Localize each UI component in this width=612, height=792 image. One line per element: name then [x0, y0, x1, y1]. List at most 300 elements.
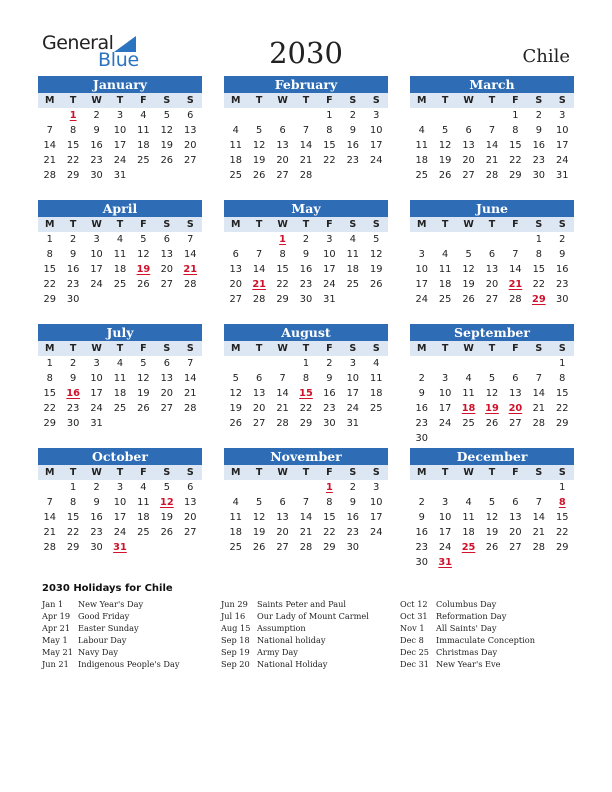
month-june	[410, 200, 574, 307]
day-cell: 27	[509, 418, 522, 429]
month-title: February	[224, 76, 388, 93]
empty-day-cell	[433, 356, 456, 371]
day-cell: 27	[184, 155, 197, 166]
holiday-row	[221, 658, 401, 670]
day-cell: 14	[532, 388, 546, 399]
day-cell: 11	[346, 249, 360, 260]
day-cell: 6	[187, 482, 194, 493]
day-cell: 9	[418, 388, 425, 399]
day-cell: 6	[256, 373, 263, 384]
day-cell: 26	[137, 279, 150, 290]
empty-day-cell	[410, 232, 433, 247]
day-grid	[224, 480, 388, 555]
day-cell: 10	[370, 125, 383, 136]
holiday-date: Jan 1	[42, 599, 64, 609]
day-cell: 14	[299, 512, 313, 523]
day-cell: 5	[488, 497, 496, 508]
day-cell: 10	[370, 497, 383, 508]
day-cell: 3	[116, 110, 124, 121]
day-cell: 26	[462, 294, 475, 305]
holiday-name: Our Lady of Mount Carmel	[257, 611, 369, 621]
day-cell: 18	[438, 279, 452, 290]
day-cell: 23	[66, 403, 80, 414]
weekday-label: S	[163, 219, 171, 230]
day-cell: 28	[485, 170, 499, 181]
day-cell: 17	[90, 388, 103, 399]
empty-day-cell	[410, 356, 433, 371]
weekday-label: T	[116, 343, 124, 354]
day-cell: 31	[113, 170, 127, 181]
page-header	[0, 0, 612, 74]
weekday-header	[224, 341, 388, 356]
day-cell: 3	[559, 110, 566, 121]
day-cell: 5	[163, 110, 170, 121]
holiday-row	[42, 646, 222, 658]
weekday-label: F	[140, 95, 147, 106]
day-cell: 6	[187, 110, 194, 121]
weekday-label: W	[91, 467, 102, 478]
empty-day-cell	[480, 356, 503, 371]
day-cell: 5	[256, 497, 263, 508]
day-cell: 7	[187, 234, 194, 245]
day-cell: 7	[279, 373, 286, 384]
day-cell: 17	[90, 264, 103, 275]
day-cell: 11	[229, 140, 242, 151]
day-cell: 23	[532, 155, 546, 166]
day-cell: 20	[485, 279, 499, 290]
weekday-label: T	[302, 219, 310, 230]
day-cell: 23	[323, 403, 336, 414]
day-cell: 27	[160, 403, 174, 414]
weekday-label: S	[558, 95, 566, 106]
day-cell: 20	[252, 403, 266, 414]
weekday-label: T	[488, 95, 496, 106]
day-cell: 29	[43, 418, 56, 429]
empty-day-cell	[38, 108, 61, 123]
day-cell: 5	[256, 125, 263, 136]
month-title: July	[38, 324, 202, 341]
weekday-label: M	[416, 219, 427, 230]
holiday-row	[42, 634, 222, 646]
empty-day-cell	[457, 480, 480, 495]
day-cell: 4	[140, 482, 147, 493]
day-cell: 20	[160, 264, 174, 275]
day-cell: 30	[299, 294, 313, 305]
weekday-label: S	[349, 95, 357, 106]
day-cell: 17	[113, 140, 127, 151]
weekday-label: M	[416, 343, 427, 354]
day-cell: 9	[93, 497, 100, 508]
weekday-label: S	[558, 343, 566, 354]
holiday-day-cell: 29	[532, 294, 546, 305]
day-cell: 16	[66, 264, 80, 275]
holiday-day-cell: 18	[461, 403, 476, 414]
day-cell: 11	[137, 497, 150, 508]
day-cell: 5	[140, 234, 147, 245]
holiday-day-cell: 16	[66, 388, 80, 399]
day-cell: 3	[418, 249, 425, 260]
day-cell: 16	[532, 140, 546, 151]
empty-day-cell	[294, 108, 317, 123]
day-cell: 24	[323, 279, 336, 290]
day-cell: 3	[116, 482, 124, 493]
day-cell: 23	[346, 155, 360, 166]
day-cell: 21	[184, 388, 197, 399]
holiday-name: National Holiday	[257, 659, 328, 669]
weekday-label: S	[558, 219, 566, 230]
day-cell: 29	[323, 542, 336, 553]
day-cell: 27	[229, 294, 242, 305]
day-cell: 8	[279, 249, 286, 260]
weekday-label: F	[326, 467, 333, 478]
weekday-label: S	[372, 343, 380, 354]
day-cell: 12	[252, 512, 266, 523]
day-cell: 28	[532, 542, 546, 553]
holiday-day-cell: 21	[252, 279, 266, 290]
day-cell: 20	[462, 155, 475, 166]
day-cell: 15	[323, 140, 336, 151]
day-cell: 27	[462, 170, 475, 181]
day-cell: 20	[160, 388, 174, 399]
day-cell: 16	[415, 403, 428, 414]
empty-day-cell	[480, 108, 503, 123]
day-cell: 4	[232, 497, 239, 508]
day-cell: 31	[90, 418, 103, 429]
day-cell: 22	[299, 403, 313, 414]
day-cell: 29	[556, 542, 569, 553]
weekday-label: F	[326, 343, 333, 354]
day-cell: 2	[418, 373, 425, 384]
day-cell: 29	[66, 542, 80, 553]
day-cell: 14	[184, 373, 197, 384]
day-cell: 3	[442, 373, 449, 384]
day-cell: 17	[370, 140, 383, 151]
day-cell: 1	[46, 358, 53, 369]
day-cell: 28	[532, 418, 546, 429]
day-cell: 8	[326, 497, 333, 508]
day-cell: 26	[252, 542, 266, 553]
weekday-label: S	[558, 467, 566, 478]
weekday-label: T	[441, 343, 449, 354]
day-cell: 22	[509, 155, 522, 166]
day-cell: 19	[370, 264, 383, 275]
day-cell: 19	[252, 527, 266, 538]
holiday-date: Apr 19	[42, 611, 71, 621]
day-cell: 21	[43, 155, 56, 166]
weekday-header	[224, 217, 388, 232]
weekday-label: T	[69, 95, 77, 106]
day-cell: 23	[90, 527, 103, 538]
month-january	[38, 76, 202, 183]
day-cell: 18	[113, 264, 127, 275]
holiday-column	[42, 598, 222, 670]
day-cell: 6	[279, 125, 286, 136]
day-cell: 25	[346, 279, 360, 290]
weekday-label: W	[463, 343, 474, 354]
day-cell: 26	[160, 155, 174, 166]
weekday-header	[410, 341, 574, 356]
holiday-name: National holiday	[257, 635, 326, 645]
weekday-label: S	[163, 95, 171, 106]
day-cell: 11	[113, 249, 127, 260]
holiday-row	[221, 610, 401, 622]
day-cell: 1	[302, 358, 310, 369]
day-cell: 12	[370, 249, 383, 260]
day-cell: 15	[509, 140, 522, 151]
day-cell: 18	[346, 264, 360, 275]
weekday-label: F	[512, 95, 519, 106]
day-cell: 24	[438, 418, 452, 429]
day-cell: 15	[532, 264, 546, 275]
day-cell: 3	[326, 234, 333, 245]
day-cell: 15	[66, 512, 80, 523]
holiday-day-cell: 21	[508, 279, 523, 290]
day-cell: 19	[137, 388, 150, 399]
day-cell: 11	[462, 388, 475, 399]
weekday-label: W	[91, 219, 102, 230]
day-cell: 13	[160, 249, 174, 260]
day-cell: 8	[70, 125, 77, 136]
weekday-label: M	[230, 219, 241, 230]
holiday-row	[400, 646, 580, 658]
day-cell: 13	[485, 264, 499, 275]
day-cell: 5	[465, 249, 472, 260]
day-cell: 30	[90, 170, 103, 181]
day-cell: 18	[229, 155, 242, 166]
day-cell: 12	[485, 512, 499, 523]
holiday-day-cell: 31	[438, 557, 452, 568]
holiday-day-cell: 15	[299, 388, 313, 399]
day-cell: 27	[160, 279, 174, 290]
day-cell: 14	[532, 512, 546, 523]
empty-day-cell	[457, 108, 480, 123]
weekday-label: S	[163, 467, 171, 478]
day-cell: 23	[346, 527, 360, 538]
day-cell: 19	[462, 279, 475, 290]
day-grid	[38, 108, 202, 183]
holiday-day-cell: 8	[558, 497, 566, 508]
month-november	[224, 448, 388, 555]
month-title: October	[38, 448, 202, 465]
day-cell: 30	[415, 433, 428, 444]
weekday-label: T	[488, 343, 496, 354]
day-cell: 25	[113, 279, 127, 290]
weekday-label: T	[69, 219, 77, 230]
empty-day-cell	[224, 232, 247, 247]
day-cell: 4	[140, 110, 147, 121]
day-cell: 6	[488, 249, 496, 260]
empty-day-cell	[433, 480, 456, 495]
day-cell: 8	[46, 373, 53, 384]
day-cell: 13	[229, 264, 242, 275]
day-cell: 18	[137, 140, 150, 151]
day-cell: 21	[532, 403, 546, 414]
day-cell: 8	[326, 125, 333, 136]
day-cell: 13	[509, 388, 522, 399]
day-cell: 7	[256, 249, 263, 260]
day-cell: 27	[276, 170, 289, 181]
weekday-label: W	[277, 95, 288, 106]
day-grid	[410, 108, 574, 183]
day-cell: 8	[559, 373, 566, 384]
weekday-header	[410, 465, 574, 480]
weekday-label: W	[91, 95, 102, 106]
day-cell: 13	[276, 512, 289, 523]
holiday-name: Easter Sunday	[78, 623, 139, 633]
holiday-date: Oct 31	[400, 611, 428, 621]
day-cell: 21	[485, 155, 499, 166]
day-cell: 8	[302, 373, 310, 384]
holiday-row	[221, 622, 401, 634]
day-cell: 13	[276, 140, 289, 151]
day-cell: 26	[485, 418, 499, 429]
day-cell: 14	[509, 264, 522, 275]
weekday-label: W	[463, 95, 474, 106]
month-title: November	[224, 448, 388, 465]
day-cell: 9	[418, 512, 425, 523]
month-march	[410, 76, 574, 183]
day-cell: 3	[373, 110, 380, 121]
day-cell: 14	[276, 388, 289, 399]
weekday-label: S	[372, 467, 380, 478]
day-cell: 16	[90, 512, 103, 523]
day-cell: 16	[556, 264, 569, 275]
day-cell: 2	[70, 234, 77, 245]
holiday-date: May 1	[42, 635, 68, 645]
month-september	[410, 324, 574, 446]
day-cell: 16	[323, 388, 336, 399]
weekday-header	[38, 217, 202, 232]
day-cell: 15	[43, 264, 56, 275]
day-cell: 24	[346, 403, 360, 414]
day-cell: 2	[93, 110, 100, 121]
holiday-column	[400, 598, 580, 670]
day-cell: 23	[299, 279, 313, 290]
weekday-label: F	[140, 467, 147, 478]
day-cell: 18	[415, 155, 428, 166]
day-grid	[224, 356, 388, 431]
day-cell: 27	[485, 294, 499, 305]
day-cell: 20	[276, 527, 289, 538]
holiday-row	[221, 598, 401, 610]
weekday-label: T	[302, 343, 310, 354]
day-cell: 4	[116, 358, 124, 369]
holiday-row	[221, 634, 401, 646]
day-cell: 4	[465, 373, 472, 384]
day-cell: 1	[512, 110, 519, 121]
day-cell: 23	[415, 418, 428, 429]
day-cell: 16	[415, 527, 428, 538]
day-cell: 18	[462, 527, 475, 538]
day-cell: 22	[556, 527, 569, 538]
holiday-date: Aug 15	[221, 623, 251, 633]
day-cell: 21	[43, 527, 56, 538]
weekday-header	[410, 93, 574, 108]
day-cell: 12	[462, 264, 475, 275]
day-cell: 30	[323, 418, 336, 429]
holiday-day-cell: 20	[508, 403, 523, 414]
holiday-day-cell: 31	[113, 542, 127, 553]
day-cell: 28	[184, 403, 197, 414]
day-cell: 28	[184, 279, 197, 290]
day-cell: 17	[346, 388, 360, 399]
day-cell: 24	[556, 155, 569, 166]
day-cell: 3	[373, 482, 380, 493]
day-cell: 11	[137, 125, 150, 136]
day-cell: 1	[559, 358, 566, 369]
day-cell: 14	[485, 140, 499, 151]
day-cell: 21	[299, 155, 313, 166]
day-grid	[410, 232, 574, 307]
month-title: March	[410, 76, 574, 93]
day-cell: 16	[90, 140, 103, 151]
day-cell: 7	[302, 125, 310, 136]
holiday-name: All Saints' Day	[436, 623, 497, 633]
day-cell: 25	[415, 170, 428, 181]
holiday-name: New Year's Eve	[436, 659, 501, 669]
day-cell: 2	[70, 358, 77, 369]
holiday-row	[42, 610, 222, 622]
day-cell: 20	[184, 140, 197, 151]
day-cell: 23	[556, 279, 569, 290]
day-cell: 28	[43, 542, 56, 553]
day-cell: 14	[252, 264, 266, 275]
weekday-label: T	[441, 467, 449, 478]
weekday-label: S	[349, 219, 357, 230]
day-cell: 17	[370, 512, 383, 523]
empty-day-cell	[247, 480, 270, 495]
weekday-header	[38, 93, 202, 108]
day-cell: 6	[279, 497, 286, 508]
day-cell: 7	[488, 125, 496, 136]
empty-day-cell	[480, 232, 503, 247]
day-cell: 25	[113, 403, 127, 414]
day-cell: 19	[485, 527, 499, 538]
weekday-label: M	[44, 467, 55, 478]
day-cell: 4	[465, 497, 472, 508]
empty-day-cell	[38, 480, 61, 495]
day-cell: 5	[442, 125, 449, 136]
day-cell: 27	[252, 418, 266, 429]
day-cell: 22	[276, 279, 289, 290]
day-cell: 17	[438, 527, 452, 538]
month-july	[38, 324, 202, 431]
day-cell: 13	[252, 388, 266, 399]
day-cell: 4	[418, 125, 425, 136]
day-cell: 14	[299, 140, 313, 151]
empty-day-cell	[433, 108, 456, 123]
day-cell: 22	[556, 403, 569, 414]
empty-day-cell	[433, 232, 456, 247]
day-cell: 11	[438, 264, 452, 275]
day-cell: 15	[66, 140, 80, 151]
weekday-label: T	[302, 467, 310, 478]
day-cell: 26	[370, 279, 383, 290]
page-title: 2030	[269, 36, 343, 70]
day-cell: 30	[90, 542, 103, 553]
holiday-column	[221, 598, 401, 670]
day-cell: 14	[184, 249, 197, 260]
day-cell: 1	[559, 482, 566, 493]
day-grid	[38, 232, 202, 307]
day-cell: 20	[509, 527, 522, 538]
day-cell: 3	[349, 358, 356, 369]
weekday-header	[38, 341, 202, 356]
day-cell: 19	[160, 512, 174, 523]
day-cell: 23	[90, 155, 103, 166]
day-cell: 6	[232, 249, 239, 260]
weekday-label: W	[91, 343, 102, 354]
